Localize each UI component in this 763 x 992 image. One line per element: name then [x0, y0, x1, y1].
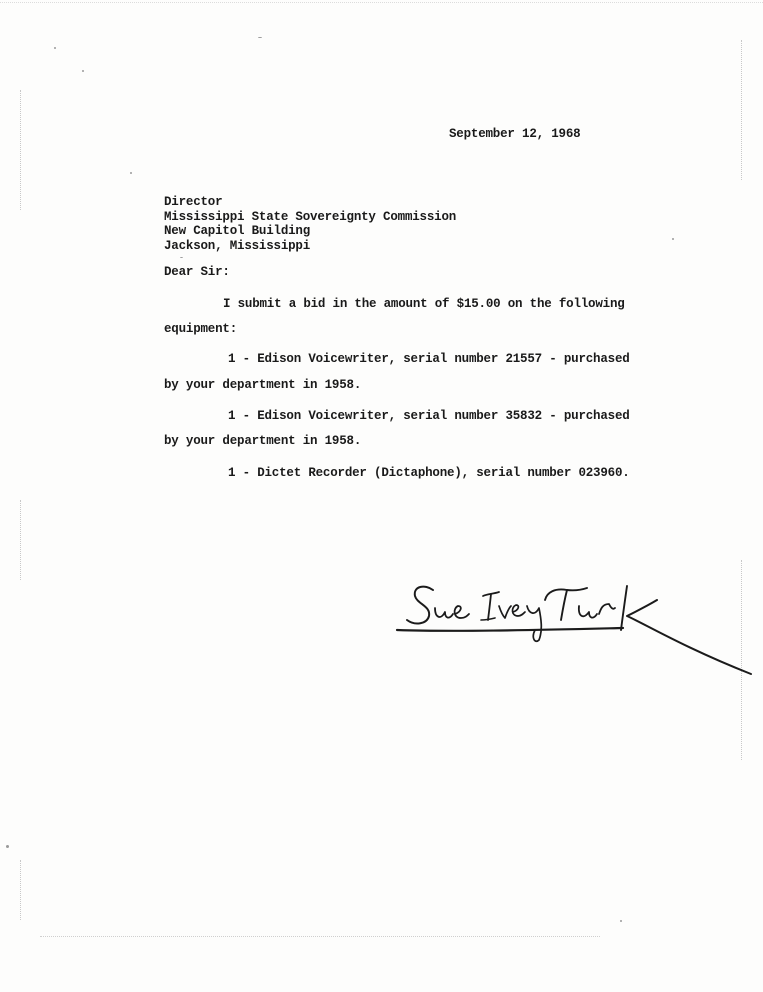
salutation: Dear Sir: — [164, 265, 230, 279]
scan-speck — [6, 845, 9, 848]
equipment-item-1-line-2: by your department in 1958. — [164, 378, 362, 392]
scan-edge-right — [741, 40, 742, 180]
equipment-item-1-line-1: 1 - Edison Voicewriter, serial number 21557 - purchased — [228, 352, 630, 366]
scan-speck — [54, 47, 56, 49]
handwritten-signature — [395, 578, 760, 688]
scan-speck — [130, 172, 132, 174]
scan-edge-bottom — [40, 936, 600, 937]
body-paragraph-line-1: I submit a bid in the amount of $15.00 on the following — [223, 297, 625, 311]
recipient-line-2: Mississippi State Sovereignty Commission — [164, 209, 457, 224]
scan-speck — [180, 257, 183, 258]
scan-speck — [258, 37, 262, 38]
scan-speck — [82, 70, 84, 72]
recipient-line-1: Director — [164, 195, 223, 209]
scan-edge-top — [0, 2, 763, 3]
scan-edge-left-lower — [20, 500, 21, 580]
scan-speck — [672, 238, 674, 240]
body-paragraph-line-2: equipment: — [164, 322, 238, 336]
recipient-address — [164, 195, 456, 253]
scan-speck — [620, 920, 622, 922]
equipment-item-3: 1 - Dictet Recorder (Dictaphone), serial number 023960. — [228, 466, 630, 480]
letter-date: September 12, 1968 — [449, 127, 581, 141]
equipment-item-2-line-1: 1 - Edison Voicewriter, serial number 35832 - purchased — [228, 409, 630, 423]
equipment-item-2-line-2: by your department in 1958. — [164, 434, 362, 448]
recipient-line-4: Jackson, Mississippi — [164, 238, 311, 253]
scan-edge-left — [20, 90, 21, 210]
scan-edge-left-bottom — [20, 860, 21, 920]
recipient-line-3: New Capitol Building — [164, 224, 311, 238]
